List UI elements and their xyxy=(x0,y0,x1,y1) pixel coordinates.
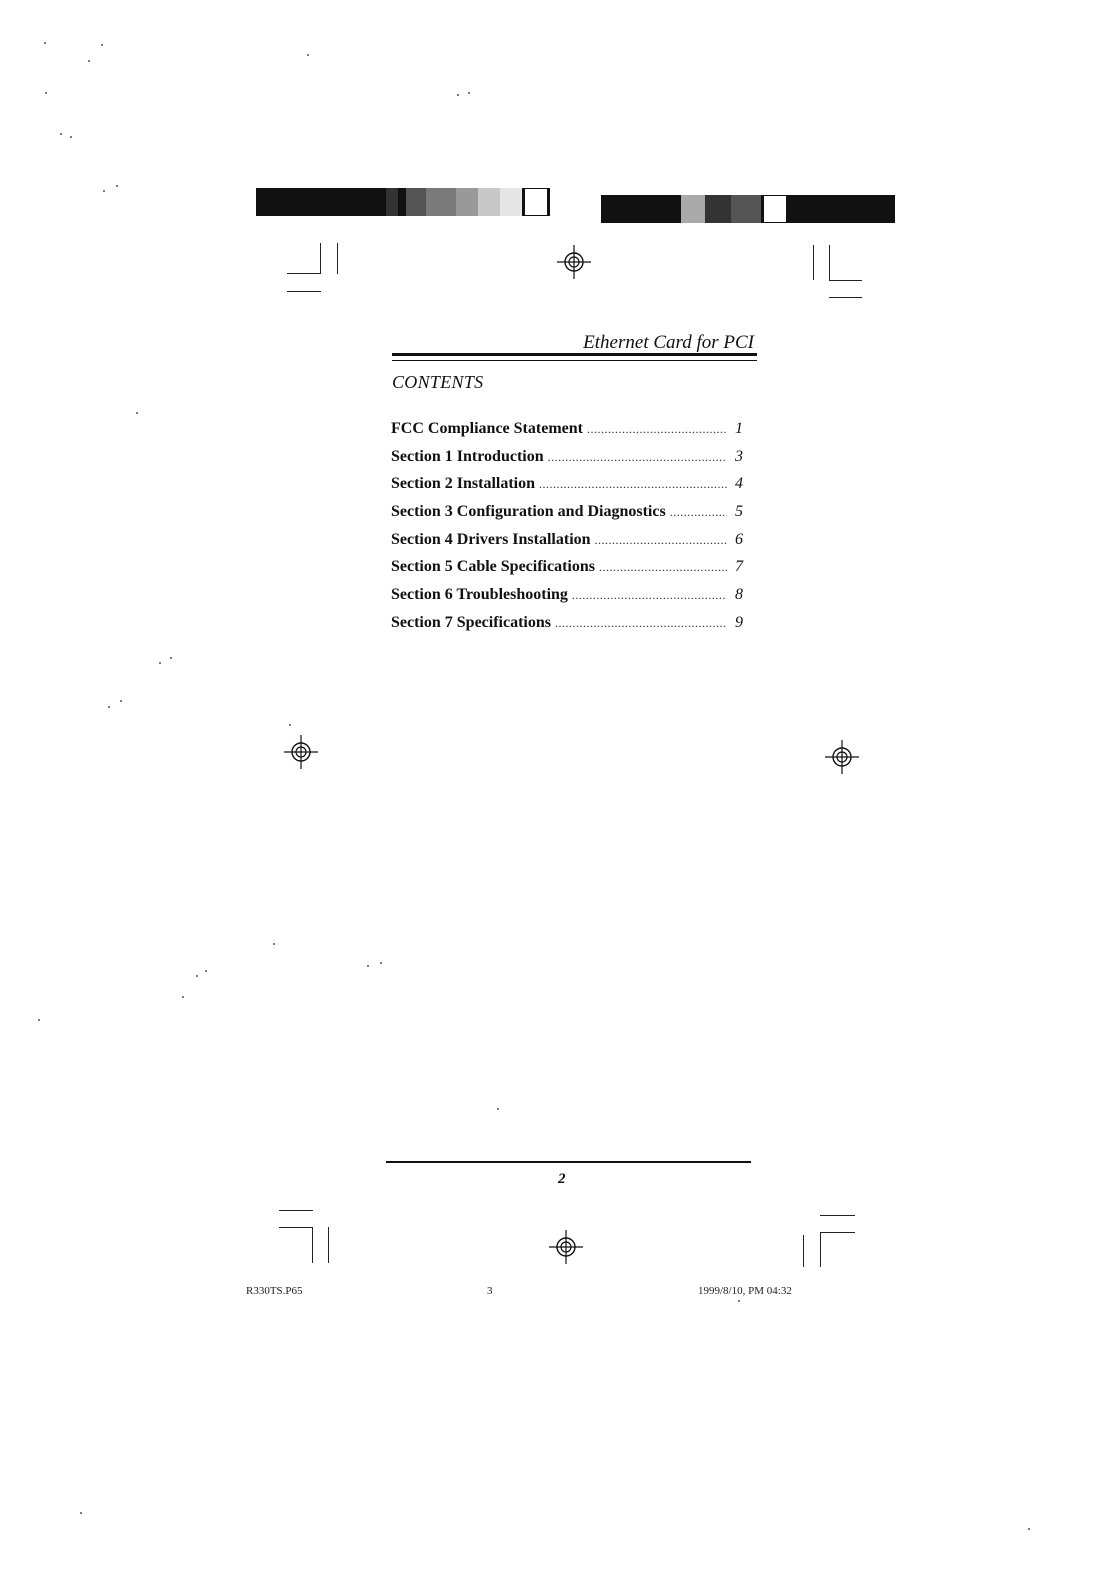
toc-entry-page: 3 xyxy=(735,447,743,465)
toc-entry[interactable] xyxy=(391,586,743,614)
toc-entry-label: Section 2 Installation xyxy=(391,475,536,493)
registration-target-icon xyxy=(283,734,319,770)
toc-leader-dots xyxy=(548,450,727,465)
color-calibration-bar-left xyxy=(256,188,550,216)
registration-target-icon xyxy=(556,244,592,280)
toc-entry-label: Section 5 Cable Specifications xyxy=(391,558,595,576)
toc-entry-page: 9 xyxy=(735,613,743,631)
toc-entry[interactable] xyxy=(391,558,743,586)
toc-entry-page: 5 xyxy=(735,503,743,521)
toc-entry[interactable] xyxy=(391,614,743,642)
toc-leader-dots xyxy=(555,616,727,631)
header-rule xyxy=(392,353,757,356)
toc-entry[interactable] xyxy=(391,448,743,476)
toc-entry-page: 6 xyxy=(735,530,743,548)
toc-leader-dots xyxy=(599,560,727,575)
toc-entry-page: 7 xyxy=(735,558,743,576)
toc-entry-page: 4 xyxy=(735,475,743,493)
table-of-contents xyxy=(391,420,743,642)
toc-entry-page: 1 xyxy=(735,420,743,437)
footer-rule xyxy=(386,1161,751,1163)
toc-entry-label: FCC Compliance Statement xyxy=(391,420,583,437)
toc-leader-dots xyxy=(587,422,727,437)
slug-sheet-number: 3 xyxy=(487,1285,493,1297)
contents-heading: CONTENTS xyxy=(392,372,484,392)
toc-entry-page: 8 xyxy=(735,586,743,604)
page-number: 2 xyxy=(558,1171,566,1187)
toc-entry[interactable] xyxy=(391,420,743,448)
toc-entry[interactable] xyxy=(391,531,743,559)
toc-leader-dots xyxy=(572,588,727,603)
slug-timestamp: 1999/8/10, PM 04:32 xyxy=(698,1285,792,1297)
toc-leader-dots xyxy=(670,505,727,520)
toc-entry[interactable] xyxy=(391,475,743,503)
toc-entry-label: Section 3 Configuration and Diagnostics xyxy=(391,503,666,521)
toc-leader-dots xyxy=(595,533,727,548)
registration-target-icon xyxy=(548,1229,584,1265)
registration-target-icon xyxy=(824,739,860,775)
toc-entry-label: Section 1 Introduction xyxy=(391,447,544,465)
color-calibration-bar-right xyxy=(601,195,895,223)
toc-entry-label: Section 4 Drivers Installation xyxy=(391,530,591,548)
slug-file-name: R330TS.P65 xyxy=(246,1285,303,1297)
toc-entry[interactable] xyxy=(391,503,743,531)
toc-entry-label: Section 6 Troubleshooting xyxy=(391,586,568,604)
toc-leader-dots xyxy=(539,477,727,492)
header-rule-thin xyxy=(392,360,757,361)
running-header-title: Ethernet Card for PCI xyxy=(583,332,754,353)
toc-entry-label: Section 7 Specifications xyxy=(391,613,551,631)
